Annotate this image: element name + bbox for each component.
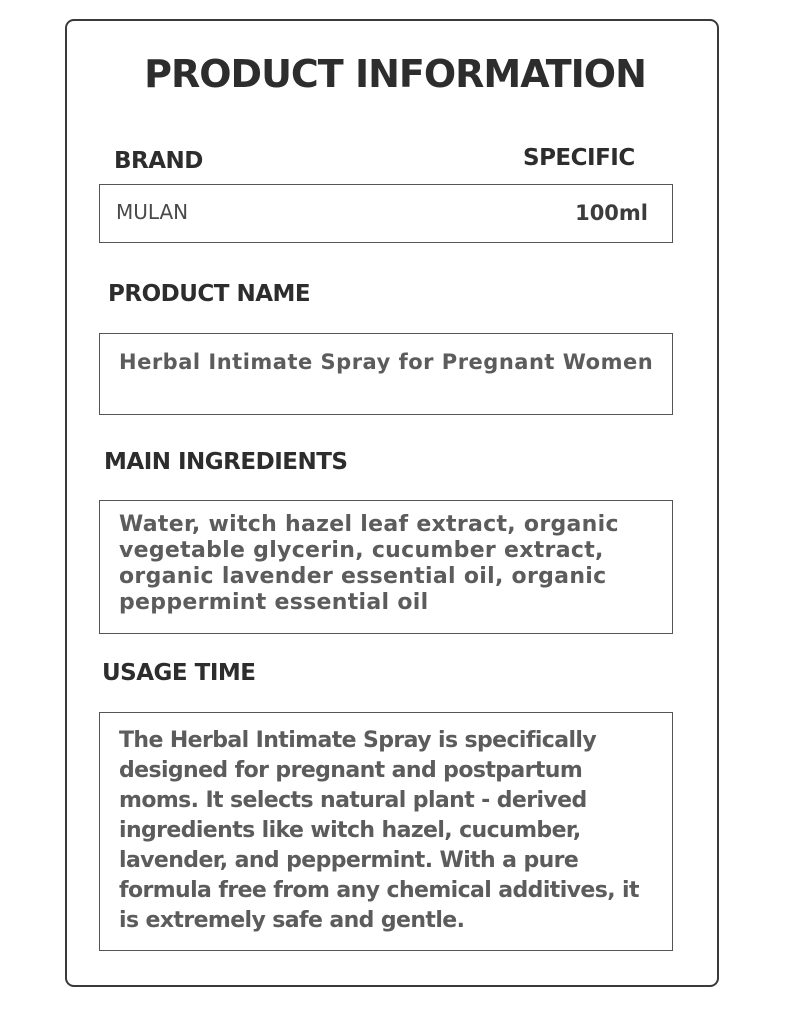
main-ingredients-box <box>99 500 673 634</box>
page-title: PRODUCT INFORMATION <box>144 52 646 96</box>
usage-time-value: The Herbal Intimate Spray is specifically designed for pregnant and postpartum moms. It selects natural plant - derived ingredients like witch hazel, cucumber, lavender, and peppermint. With a pure formula free from any chemical additives, it is extremely safe and gentle. <box>119 728 639 933</box>
specific-value: 100ml <box>575 201 648 225</box>
product-name-label: PRODUCT NAME <box>108 281 311 307</box>
brand-label: BRAND <box>114 148 203 174</box>
product-name-box <box>99 333 673 415</box>
brand-value: MULAN <box>116 200 189 224</box>
brand-specific-box <box>99 184 673 243</box>
usage-time-box <box>99 712 673 951</box>
usage-time-label: USAGE TIME <box>102 660 256 686</box>
product-name-value: Herbal Intimate Spray for Pregnant Women <box>119 350 654 374</box>
main-ingredients-label: MAIN INGREDIENTS <box>104 449 348 475</box>
specific-label: SPECIFIC <box>523 145 635 171</box>
main-ingredients-value: Water, witch hazel leaf extract, organic vegetable glycerin, cucumber extract, organic lavender essential oil, organic peppermint essential oil <box>119 512 619 615</box>
